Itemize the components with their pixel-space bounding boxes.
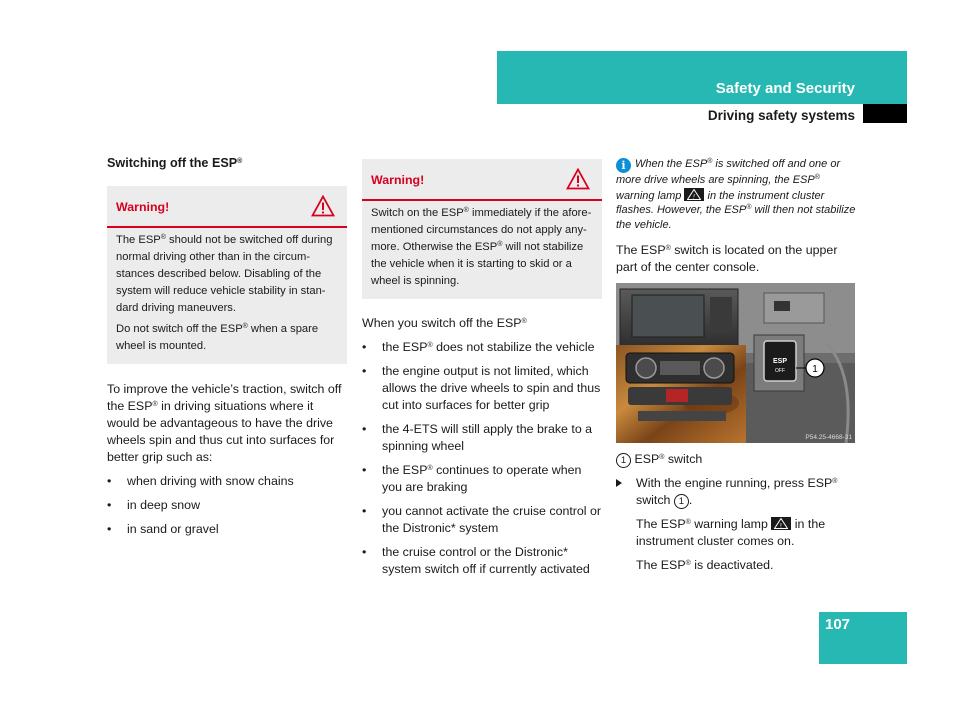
- body-paragraph: When you switch off the ESP®: [362, 316, 527, 330]
- svg-text:!: !: [693, 193, 696, 200]
- warning-body: [362, 201, 602, 299]
- list-item: • the engine output is not limited, which allows the drive wheels to spin and thus cut into surfaces for better grip: [362, 363, 602, 414]
- list-item: • in sand or gravel: [107, 521, 347, 538]
- warning-header: [362, 159, 602, 201]
- photo-callout: 1: [812, 364, 818, 375]
- list-item: • the cruise control or the Distronic* system switch off if currently activated: [362, 544, 602, 578]
- esp-warning-lamp-icon: [684, 188, 704, 201]
- warning-triangle-icon: [311, 195, 335, 217]
- section-title: Safety and Security: [715, 80, 855, 97]
- list-item: • in deep snow: [107, 497, 347, 514]
- esp-button-sublabel: OFF: [775, 368, 785, 374]
- console-illustration: [616, 283, 855, 443]
- esp-button-label: ESP: [772, 358, 788, 365]
- warning-triangle-icon: [566, 168, 590, 190]
- warning-paragraph: Switch on the ESP® immediately if the afore-mentioned circumstances do not apply any-more. Otherwise the ESP® will not stabilize the vehicle when it is starting to skid or a wheel is spinning.: [371, 207, 592, 287]
- list-item: • you cannot activate the cruise control or the Distronic* system: [362, 503, 602, 537]
- header-tab-marker: [863, 104, 907, 123]
- column-left: [107, 155, 347, 545]
- figure-caption: 1 ESP® switch: [616, 451, 856, 468]
- column-right: [616, 157, 856, 581]
- section-heading: Switching off the ESP®: [107, 156, 243, 170]
- body-paragraph: The ESP® switch is located on the upper part of the center console.: [616, 243, 838, 274]
- step-result: The ESP® warning lamp ! in the instrument cluster comes on.: [636, 517, 826, 548]
- page-number: 107: [825, 616, 851, 633]
- list-item: • the 4-ETS will still apply the brake to a spinning wheel: [362, 421, 602, 455]
- esp-warning-lamp-icon: [771, 517, 791, 530]
- body-paragraph: To improve the vehicle’s traction, switch off the ESP® in driving situations where it would be advantageous to have the drive wheels spin and thus cut into surfaces for better grip such as:: [107, 382, 342, 464]
- step-arrow-icon: [616, 479, 622, 487]
- warning-box: [362, 159, 602, 299]
- bullet-list: [362, 339, 602, 578]
- info-icon: i: [616, 158, 631, 173]
- warning-paragraph: Do not switch off the ESP® when a spare wheel is mounted.: [116, 323, 319, 352]
- list-item: • the ESP® continues to operate when you are braking: [362, 462, 602, 496]
- bullet-list: [107, 473, 347, 538]
- warning-header: [107, 186, 347, 228]
- photo-code: P54.25-4668-31: [805, 434, 852, 441]
- svg-text:!: !: [780, 522, 783, 529]
- info-note: i When the ESP® is switched off and one or more drive wheels are spinning, the ESP® warning lamp ! in the instrument cluster flashes. However, the ESP® will then not stabilize the vehicle.: [616, 158, 856, 231]
- list-item: • when driving with snow chains: [107, 473, 347, 490]
- warning-paragraph: The ESP® should not be switched off during normal driving other than in the circum-stances described below. Disabling of the system will reduce vehicle stability in stan-dard driving maneuvers.: [116, 234, 333, 314]
- warning-title: Warning!: [371, 173, 425, 187]
- list-item: • the ESP® does not stabilize the vehicle: [362, 339, 602, 356]
- subsection-title: Driving safety systems: [707, 108, 855, 123]
- step-result: The ESP® is deactivated.: [636, 558, 774, 572]
- warning-body: [107, 228, 347, 364]
- warning-title: Warning!: [116, 200, 170, 214]
- column-middle: [362, 159, 602, 585]
- warning-box: [107, 186, 347, 364]
- center-console-photo: [616, 283, 855, 443]
- instruction-step: With the engine running, press ESP® switch 1 .: [616, 475, 856, 509]
